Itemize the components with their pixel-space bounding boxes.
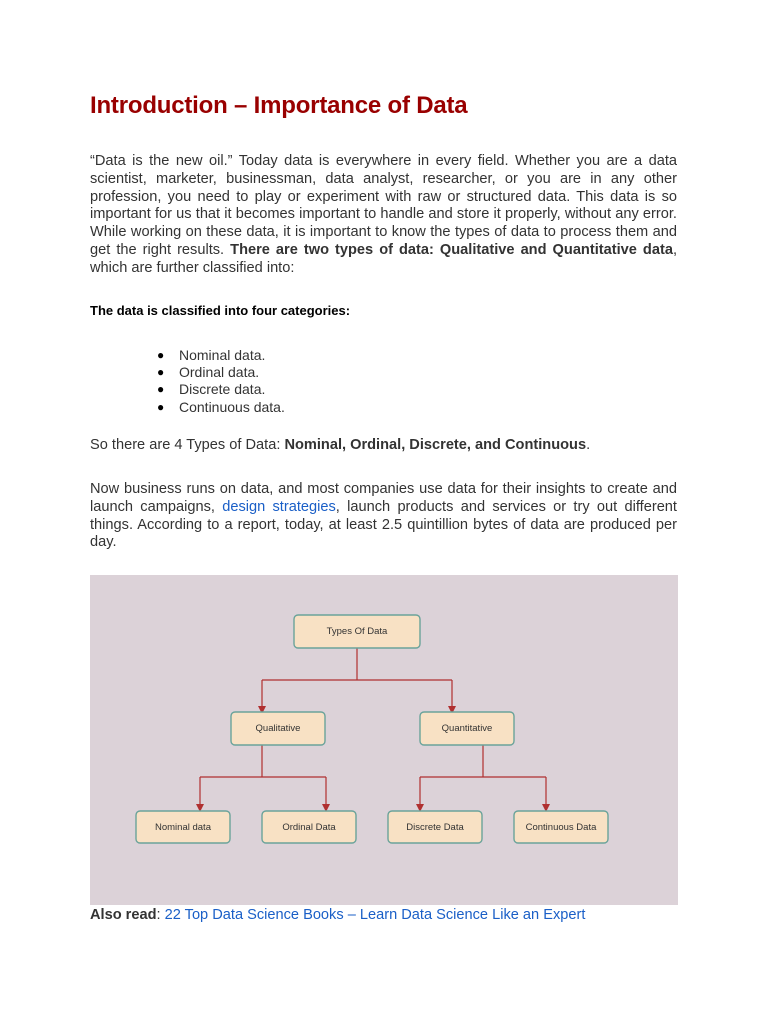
also-read-label: Also read [90,907,157,923]
node-label-discrete: Discrete Data [406,822,464,833]
business-paragraph [90,481,677,552]
categories-list [157,347,285,416]
intro-text-end: , which are further classified into: [90,241,677,276]
node-continuous-data [514,811,608,843]
bullet-icon: ● [157,382,165,397]
intro-bold-text: There are two types of data: Qualitative and Quantitative data [230,241,673,258]
node-quantitative [420,712,514,745]
page-title: Introduction – Importance of Data [90,92,468,119]
node-ordinal-data [262,811,356,843]
summary-text: So there are 4 Types of Data: [90,437,285,453]
diagram-svg [90,575,678,905]
list-item [157,364,285,381]
bullet-icon: ● [157,348,165,362]
also-read [90,907,585,923]
node-label-quantitative: Quantitative [441,723,493,734]
node-label-qualitative: Qualitative [255,723,301,734]
list-item [157,399,285,416]
list-item-label: Ordinal data. [179,364,260,381]
summary-end: . [586,437,591,453]
also-read-link[interactable]: 22 Top Data Science Books – Learn Data Science Like an Expert [164,907,586,923]
list-item-label: Discrete data. [179,381,266,398]
summary-paragraph [90,437,677,455]
list-item-label: Continuous data. [179,398,285,415]
node-label-ordinal: Ordinal Data [282,822,336,833]
types-of-data-diagram [90,575,678,905]
intro-paragraph [90,153,677,278]
node-label-root: Types Of Data [326,626,388,637]
list-item [157,347,285,364]
business-text: Now business runs on data, and most companies use data for their insights to create and launch campaigns, [90,481,677,515]
categories-heading: The data is classified into four categories: [90,303,351,318]
node-qualitative [231,712,325,745]
node-discrete-data [388,811,482,843]
intro-text: “Data is the new oil.” Today data is everywhere in every field. Whether you are a data scientist, marketer, businessman, data analyst, researcher, or you are in any other profession, you need to play or experiment with raw or structured data. This data is so important for us that it becomes important to handle and store it properly, without any error. While working on these data, it is important to know the types of data to process them and get the right results. [90,153,677,258]
list-item [157,381,285,398]
business-text-end: , launch products and services or try out different things. According to a report, today, at least 2.5 quintillion bytes of data are produced per day. [90,498,677,551]
bullet-icon: ● [157,399,165,414]
design-strategies-link[interactable]: design strategies [222,498,336,515]
node-label-nominal: Nominal data [155,822,211,833]
node-label-continuous: Continuous Data [525,822,597,833]
also-read-separator: : [156,907,165,923]
node-types-of-data [294,615,420,648]
bullet-icon: ● [157,365,165,380]
node-nominal-data [136,811,230,843]
summary-bold-text: Nominal, Ordinal, Discrete, and Continuous [284,437,587,453]
list-item-label: Nominal data. [179,347,266,363]
